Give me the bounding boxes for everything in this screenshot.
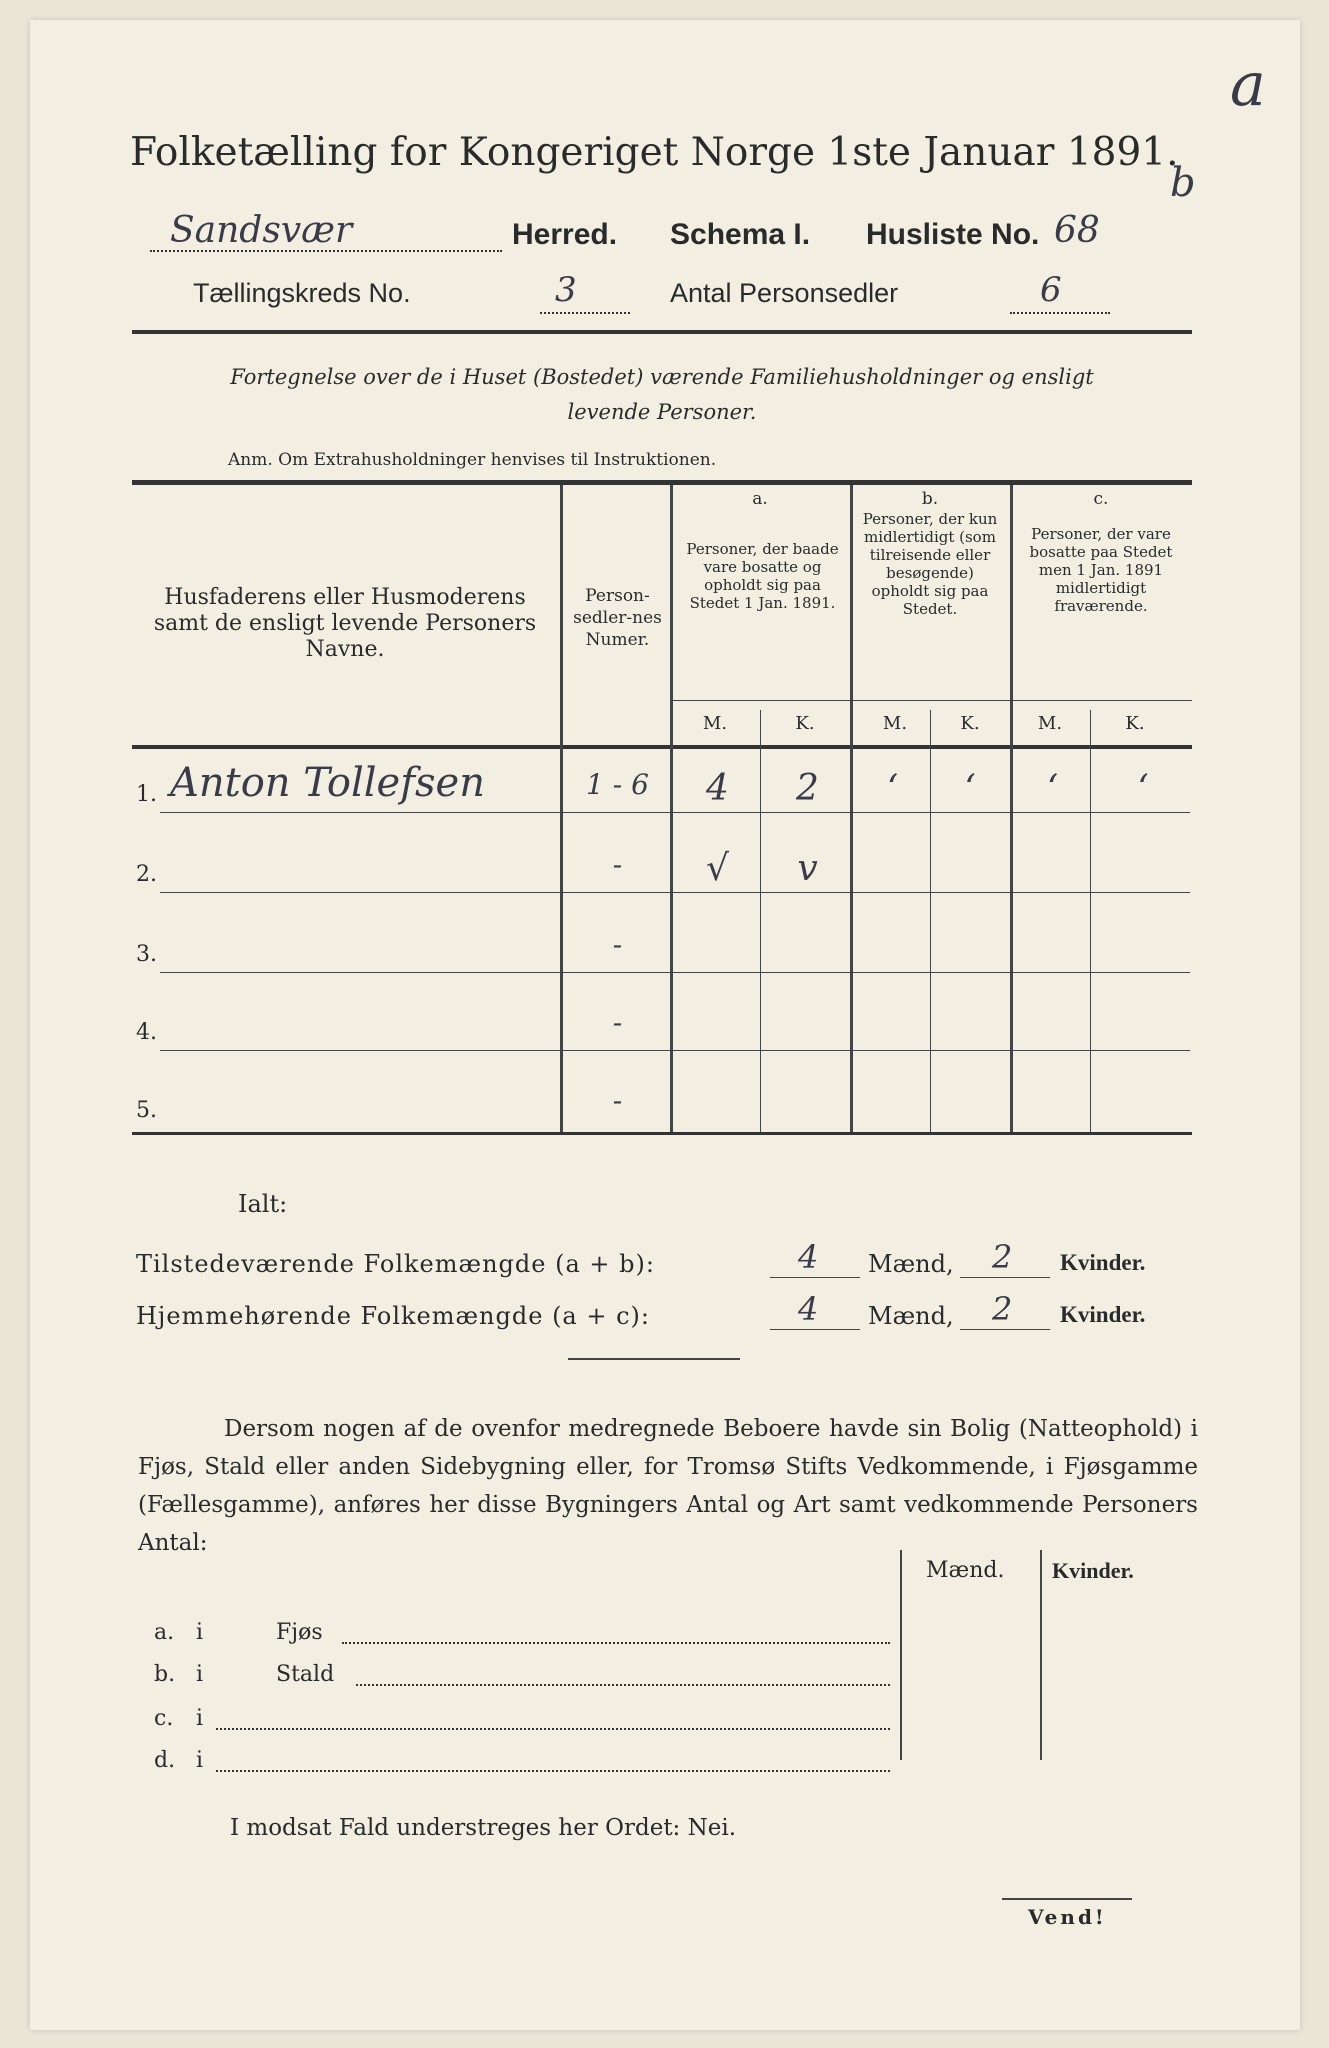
tilstede-m-value: 4 [798,1238,819,1276]
kreds-value: 3 [555,270,577,310]
cell-num: - [612,848,623,881]
row-rule [160,972,1190,973]
col-header-a-letter: a. [752,489,768,509]
buildings-col-rule-1 [900,1550,902,1760]
col-rule-name [560,485,563,1132]
table-bottom-rule [132,1132,1192,1135]
footer-note: I modsat Fald understreges her Ordet: Nei. [230,1815,737,1841]
c-k-label: K. [1125,713,1145,734]
building-i: i [196,1748,204,1773]
hjemme-k-value: 2 [992,1290,1013,1328]
hjemme-m-line [770,1329,860,1330]
tilstede-kvinder: Kvinder. [1060,1250,1146,1275]
building-dotted-line [216,1768,890,1772]
building-i: i [196,1706,204,1731]
schema-label: Schema I. [670,218,811,251]
col-rule-num [670,485,673,1132]
cell-am: √ [706,848,729,889]
hjemme-k-line [960,1329,1050,1330]
row-number: 4. [136,1020,157,1045]
buildings-col-kvinder: Kvinder. [1052,1558,1134,1583]
row-number: 3. [136,942,157,967]
table-top-rule [132,480,1192,485]
building-dotted-line [342,1640,890,1644]
herred-value: Sandsvær [170,210,353,251]
vend-label: Vend! [1028,1905,1107,1929]
cell-num: - [612,928,623,961]
c-m-label: M. [1037,713,1063,734]
section-divider [568,1358,740,1360]
cell-am: 4 [706,768,729,809]
husliste-value: 68 [1054,210,1100,251]
col-rule-c-mk [1090,710,1091,1132]
row-number: 1. [136,782,157,807]
a-k-label: K. [795,713,815,734]
col-header-b-text: Personer, der kun midlertidigt (som tilreisende eller besøgende) opholdt sig paa Stedet. [862,510,998,618]
herred-label: Herred. [512,218,618,251]
col-rule-a [850,485,853,1132]
census-form-page [30,20,1300,2030]
cell-num: - [612,1006,623,1039]
cell-ck: ʻ [1137,768,1149,809]
corner-mark: a [1230,50,1266,120]
building-i: i [196,1662,204,1687]
row-rule [160,892,1190,893]
tilstede-m-line [770,1277,860,1278]
kreds-label: Tællingskreds No. [193,278,411,308]
row-number: 5. [136,1098,157,1123]
tilstede-maend: Mænd, [868,1250,954,1278]
household-name: Anton Tollefsen [170,760,485,806]
cell-cm: ʻ [1046,768,1059,809]
intro-line-1: Fortegnelse over de i Huset (Bostedet) værende Familiehusholdninger og ensligt [230,365,1094,389]
cell-bk: ʻ [964,768,976,809]
b-m-label: M. [882,713,908,734]
vend-rule [1002,1898,1132,1900]
row-rule [160,1050,1190,1051]
col-header-a-text: Personer, der baade vare bosatte og opholdt sig paa Stedet 1 Jan. 1891. [686,540,839,612]
table-header-bottom-rule [132,745,1192,749]
col-header-c-text: Personer, der vare bosatte paa Stedet men 1 Jan. 1891 midlertidigt fraværende. [1029,525,1173,615]
building-dotted-line [356,1682,890,1686]
husliste-label: Husliste No. [866,218,1040,251]
tilstede-label: Tilstedeværende Folkemængde (a + b): [136,1250,655,1278]
buildings-col-rule-2 [1040,1550,1042,1760]
anm-note: Anm. Om Extrahusholdninger henvises til Instruktionen. [228,450,717,470]
antal-dotted-line [1010,310,1110,314]
kreds-dotted-line [540,310,630,314]
col-header-name: Husfaderens eller Husmoderens samt de ensligt levende Personers Navne. [153,585,537,662]
cell-ak: v [797,848,818,889]
building-letter: a. [154,1620,175,1645]
mk-subheader-rule [670,700,1192,701]
header-rule [132,330,1192,334]
antal-label: Antal Personsedler [670,278,899,308]
hjemme-m-value: 4 [798,1290,819,1328]
col-header-c-letter: c. [1093,489,1109,509]
row-number: 2. [136,862,157,887]
cell-bm: ʻ [886,768,899,809]
hjemme-label: Hjemmehørende Folkemængde (a + c): [136,1302,650,1330]
col-header-num: Person-sedler-nes Numer. [573,586,662,650]
husliste-suffix: b [1170,160,1196,206]
cell-num: 1 - 6 [586,768,649,801]
a-m-label: M. [702,713,728,734]
buildings-col-maend: Mænd. [926,1558,1005,1583]
building-i: i [196,1620,204,1645]
buildings-paragraph: Dersom nogen af de ovenfor medregnede Beboere havde sin Bolig (Natteophold) i Fjøs, Stald eller anden Sidebygning eller, for Tromsø Stifts Vedkommende, i Fjøsgamme (Fællesgamme), anføres her disse Bygningers Antal og Art samt vedkommende Personers Antal: [138,1416,1198,1556]
hjemme-kvinder: Kvinder. [1060,1302,1146,1327]
cell-ak: 2 [796,768,819,809]
cell-num: - [612,1084,623,1117]
tilstede-k-line [960,1277,1050,1278]
building-label: Fjøs [276,1620,323,1645]
building-letter: d. [154,1748,176,1773]
col-rule-a-mk [760,710,761,1132]
building-letter: b. [154,1662,176,1687]
building-letter: c. [154,1706,174,1731]
ialt-label: Ialt: [238,1190,288,1218]
intro-line-2: levende Personer. [567,400,757,424]
col-rule-b-mk [930,710,931,1132]
col-rule-b [1010,485,1013,1132]
row-rule [160,812,1190,813]
col-header-b-letter: b. [921,489,939,509]
b-k-label: K. [960,713,980,734]
building-label: Stald [276,1662,335,1687]
tilstede-k-value: 2 [992,1238,1013,1276]
building-dotted-line [216,1726,890,1730]
hjemme-maend: Mænd, [868,1302,954,1330]
form-title: Folketælling for Kongeriget Norge 1ste Januar 1891. [130,130,1179,175]
antal-value: 6 [1040,270,1062,310]
